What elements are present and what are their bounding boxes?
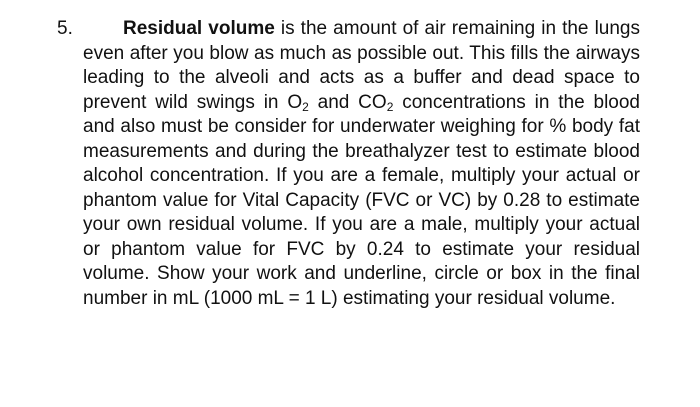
question-paragraph: [83, 17, 640, 311]
item-number: 5.: [57, 18, 73, 39]
paragraph-text-1: is the amount of air remaining in the lungs even after you blow as much as possible out. This fills the airways leading to the alveoli and acts as a buffer and dead space to prevent wild swings in O: [83, 18, 640, 113]
subscript-o2: 2: [302, 99, 309, 114]
bold-term: Residual volume: [123, 18, 275, 39]
paragraph-text-2: and CO: [308, 91, 387, 113]
subscript-co2: 2: [386, 99, 394, 114]
paragraph-text-3: concentrations in the blood and also must be consider for underwater weighing for % body fat measurements and during the breathalyzer test to estimate blood alcohol concentration. If you are a female, multiply your actual or phantom value for Vital Capacity (FVC or VC) by 0.28 to estimate your own residual volume. If you are a male, multiply your actual or phantom value for FVC by 0.24 to estimate your residual volume. Show your work and underline, circle or box in the final number in mL (1000 mL = 1 L) estimating your residual volume.: [83, 91, 640, 309]
